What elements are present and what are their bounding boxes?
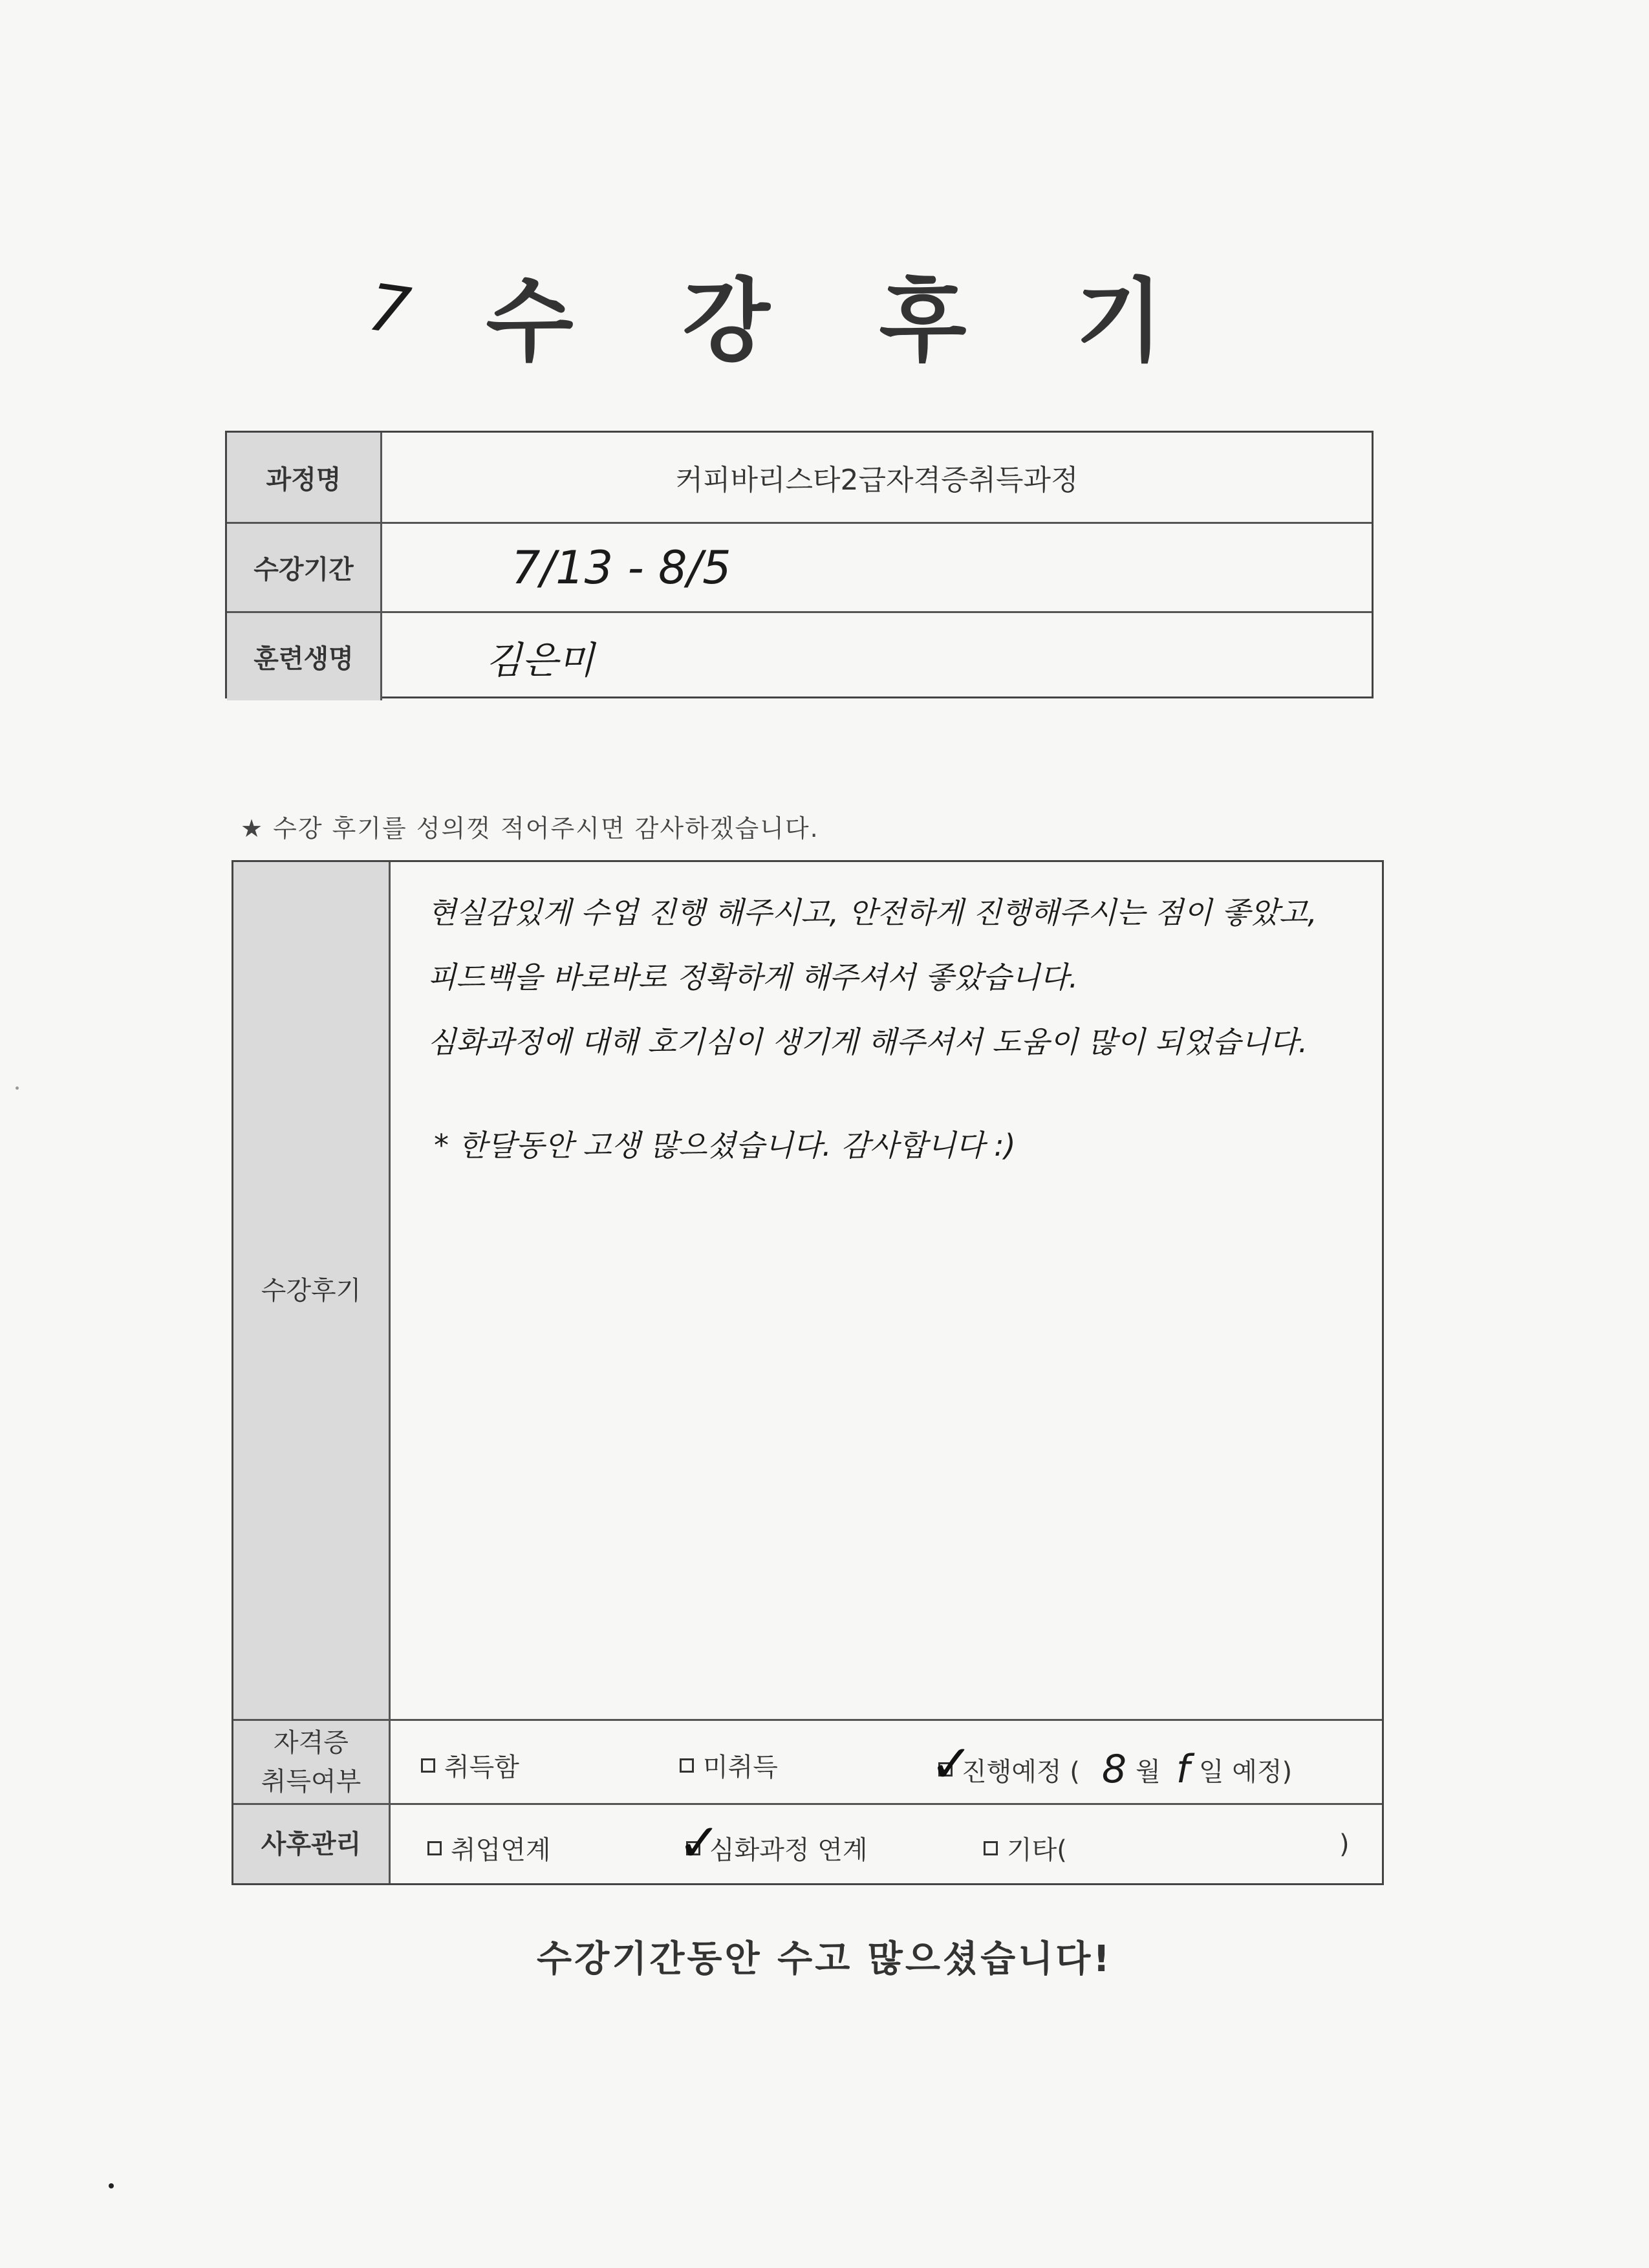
review-table (232, 860, 1384, 1885)
follow-option-other-label: 기타( (1007, 1835, 1067, 1865)
handwritten-day: f (1176, 1747, 1190, 1792)
checkbox-advanced (678, 1812, 722, 1873)
checkbox-planned (930, 1734, 974, 1794)
scan-speck (16, 1086, 19, 1090)
follow-option-other (984, 1830, 1067, 1866)
trainee-value: 김은미 (486, 638, 595, 682)
cert-option-acquired-label: 취득함 (444, 1753, 519, 1782)
scan-speck (109, 2183, 114, 2188)
course-value: 커피바리스타2급자격증취득과정 (675, 464, 1079, 497)
cert-option-planned (930, 1734, 1293, 1794)
divider (233, 1803, 1382, 1805)
cert-option-acquired (421, 1747, 519, 1784)
period-label: 수강기간 (227, 524, 382, 611)
review-line-2: 피드백을 바로바로 정확하게 해주셔서 좋았습니다. (427, 960, 1079, 995)
follow-option-job-label: 취업연계 (451, 1835, 551, 1865)
follow-option-advanced-label: 심화과정 연계 (709, 1835, 868, 1865)
day-unit: 일 예정) (1198, 1756, 1293, 1787)
checkbox-acquired (421, 1758, 435, 1773)
cert-option-not-acquired (680, 1747, 778, 1784)
trainee-label: 훈련생명 (227, 613, 382, 700)
handwritten-check-icon: ✓ (930, 1734, 974, 1794)
handwritten-month: 8 (1101, 1747, 1127, 1792)
page-title: 수 강 후 기 (486, 269, 1202, 374)
follow-option-advanced (678, 1812, 868, 1873)
checkbox-not-acquired (680, 1758, 694, 1773)
month-unit: 월 (1136, 1756, 1161, 1787)
footer-message: 수강기간동안 수고 많으셨습니다! (537, 1938, 1112, 1980)
trainee-row (227, 611, 1372, 700)
checkbox-other (984, 1841, 998, 1855)
divider (233, 1719, 1382, 1721)
follow-option-job (427, 1830, 551, 1866)
review-line-1: 현실감있게 수업 진행 해주시고, 안전하게 진행해주시는 점이 좋았고, (427, 895, 1317, 930)
cert-option-not-acquired-label: 미취득 (703, 1753, 778, 1782)
course-row (227, 433, 1372, 522)
follow-label: 사후관리 (233, 1805, 391, 1883)
follow-option-other-close: ) (1339, 1830, 1350, 1859)
review-label: 수강후기 (233, 862, 391, 1719)
handwritten-check-icon: ✓ (678, 1812, 722, 1873)
course-info-table (225, 431, 1374, 698)
notice-text: ★ 수강 후기를 성의껏 적어주시면 감사하겠습니다. (241, 814, 819, 843)
cert-label: 자격증 취득여부 (233, 1721, 391, 1803)
cert-option-planned-label: 진행예정 ( (962, 1756, 1080, 1787)
period-value: 7/13 - 8/5 (512, 541, 731, 594)
handwritten-page-number: 7 (363, 269, 415, 350)
course-label: 과정명 (227, 433, 382, 522)
review-line-4: * 한달동안 고생 많으셨습니다. 감사합니다 :) (434, 1128, 1016, 1163)
checkbox-job (427, 1841, 442, 1855)
period-row (227, 522, 1372, 611)
review-line-3: 심화과정에 대해 호기심이 생기게 해주셔서 도움이 많이 되었습니다. (427, 1024, 1308, 1059)
